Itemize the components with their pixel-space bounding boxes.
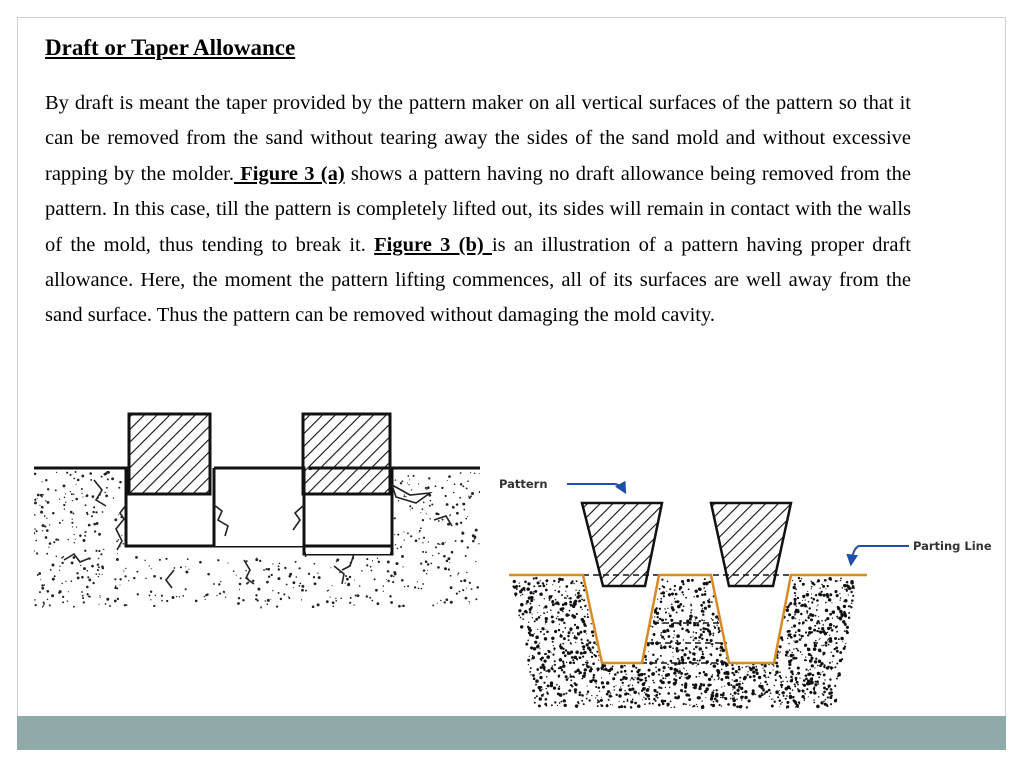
pattern-block-left-b	[582, 503, 662, 586]
parting-line-arrow	[851, 546, 909, 564]
pattern-block-left-a	[129, 414, 210, 494]
slide-title: Draft or Taper Allowance	[45, 35, 296, 60]
paragraph-part-3: is an illustration of a pattern having proper draft allowance. Here, the moment the pattern lifting commences, all of its surfaces are well away from the sand surface. Thus the pattern can be removed without damaging the mold cavity.	[45, 233, 911, 327]
pattern-arrow	[567, 484, 625, 492]
paragraph-part-2: shows a pattern having no draft allowance being removed from the pattern. In this case, till the pattern is completely lifted out, its sides will remain in contact with the walls of the mold, thus tending to break it.	[45, 162, 911, 256]
paragraph-part-1: By draft is meant the taper provided by the pattern maker on all vertical surfaces of the pattern so that it can be removed from the sand without tearing away the sides of the sand mold and without excessive rapping by the molder.	[45, 92, 911, 185]
figure-3a-reference: Figure 3 (a)	[234, 162, 345, 185]
footer-bar	[17, 716, 1006, 750]
pattern-label: Pattern	[499, 477, 548, 491]
figure-3a-no-draft	[34, 410, 480, 610]
pattern-block-right-b	[711, 503, 791, 586]
figure-3b-reference: Figure 3 (b)	[374, 233, 492, 256]
figure-3b-with-draft	[495, 468, 1005, 718]
parting-line-label: Parting Line	[913, 539, 992, 553]
pattern-block-right-a	[303, 414, 390, 494]
body-paragraph	[45, 86, 911, 334]
